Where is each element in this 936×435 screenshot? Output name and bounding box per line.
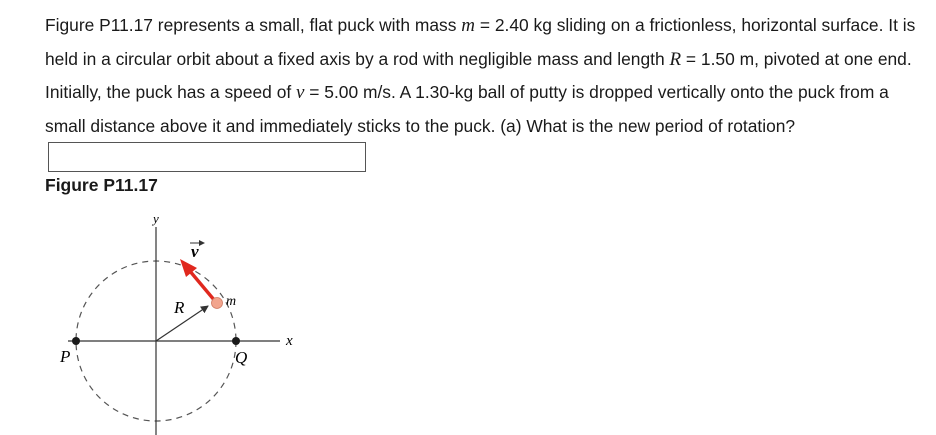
velocity-label: v <box>191 242 199 261</box>
y-axis-label: y <box>153 211 159 226</box>
velocity-vector-mark-head <box>199 240 205 246</box>
puck <box>212 298 223 309</box>
point-q <box>232 337 240 345</box>
problem-statement <box>45 9 925 175</box>
period-answer-input[interactable] <box>48 142 366 172</box>
x-axis-label: x <box>286 333 293 349</box>
problem-text-2: = 2.40 kg sliding on a frictionless, horizontal surface. It is held in a circular orbit about a fixed axis by a rod with negligible mass and length <box>45 15 916 69</box>
mass-label: m <box>226 294 237 309</box>
problem-text-3: = 1.50 m, pivoted at one end. Initially, the puck has a speed of <box>45 48 912 102</box>
point-p-label: P <box>60 347 71 366</box>
mass-symbol: m <box>461 15 475 36</box>
problem-text-1: Figure P11.17 represents a small, flat puck with mass <box>45 15 462 35</box>
figure-title: Figure P11.17 <box>45 175 158 195</box>
problem-text-4: = 5.00 m/s. A 1.30-kg ball of putty is dropped vertically onto the puck from a small distance above it and immediately sticks to the puck. (a) What is the new period of rotation? <box>45 82 889 136</box>
speed-symbol: v <box>296 82 305 103</box>
radius-label: R <box>174 298 185 317</box>
velocity-arrow <box>189 270 215 301</box>
point-p <box>72 337 80 345</box>
point-q-label: Q <box>235 348 248 367</box>
length-symbol: R <box>669 48 682 70</box>
figure-p11-17 <box>40 205 320 435</box>
